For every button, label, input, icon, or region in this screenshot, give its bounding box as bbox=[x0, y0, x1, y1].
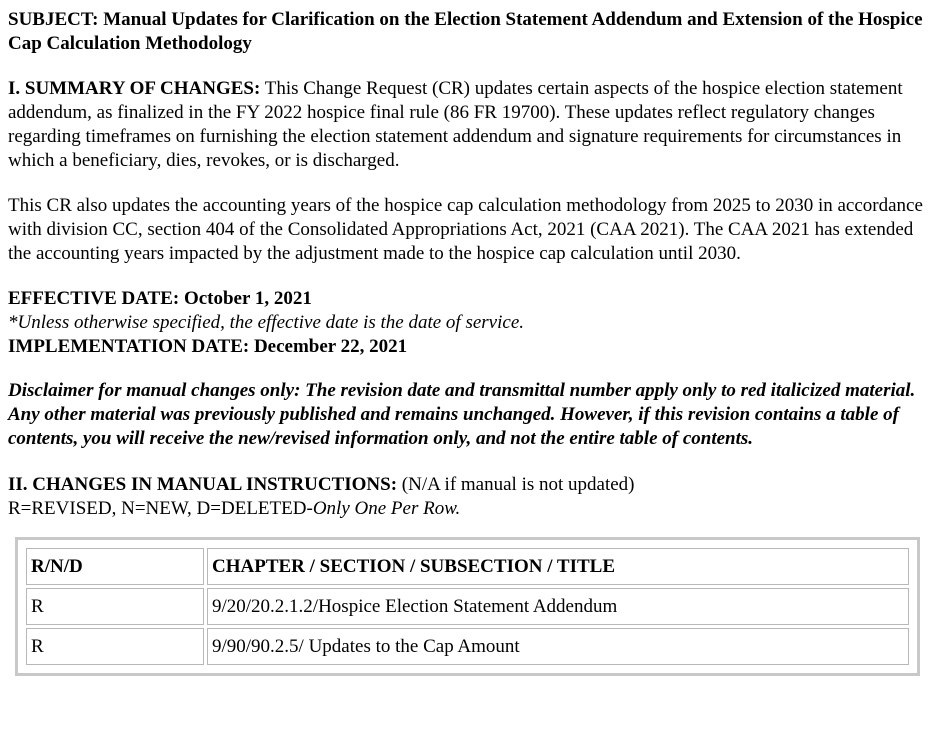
header-chapter-section: CHAPTER / SECTION / SUBSECTION / TITLE bbox=[207, 548, 909, 585]
implementation-date: IMPLEMENTATION DATE: December 22, 2021 bbox=[8, 336, 408, 357]
disclaimer: Disclaimer for manual changes only: The revision date and transmittal number apply only to red italicized material. Any other material was previously published and remains unchanged. However, if this revision contains a table of contents, you will receive the new/revised information only, and not the entire table of contents. bbox=[8, 380, 916, 449]
row-rnd: R bbox=[26, 588, 204, 625]
changes-heading-line bbox=[8, 473, 926, 497]
row-chapter-section: 9/90/90.2.5/ Updates to the Cap Amount bbox=[207, 628, 909, 665]
effective-date-note: *Unless otherwise specified, the effective date is the date of service. bbox=[8, 312, 525, 333]
changes-heading: II. CHANGES IN MANUAL INSTRUCTIONS: bbox=[8, 474, 398, 495]
effective-date: EFFECTIVE DATE: October 1, 2021 bbox=[8, 288, 312, 309]
cap-paragraph: This CR also updates the accounting years of the hospice cap calculation methodology from 2025 to 2030 in accordance with division CC, section 404 of the Consolidated Appropriations Act, 2021 (CAA 2021). The CAA 2021 has extended the accounting years impacted by the adjustment made to the hospice cap calculation until 2030. bbox=[8, 195, 923, 264]
changes-table bbox=[23, 545, 912, 668]
summary-heading: I. SUMMARY OF CHANGES: bbox=[8, 78, 261, 99]
row-rnd: R bbox=[26, 628, 204, 665]
changes-legend: R=REVISED, N=NEW, D=DELETED- bbox=[8, 498, 313, 519]
summary-paragraph bbox=[8, 77, 926, 173]
changes-note: (N/A if manual is not updated) bbox=[397, 474, 635, 495]
dates-block bbox=[8, 287, 926, 359]
row-chapter-section: 9/20/20.2.1.2/Hospice Election Statement Addendum bbox=[207, 588, 909, 625]
changes-section bbox=[8, 473, 926, 521]
table-row bbox=[26, 628, 909, 665]
changes-legend-line bbox=[8, 497, 926, 521]
table-row bbox=[26, 588, 909, 625]
header-rnd: R/N/D bbox=[26, 548, 204, 585]
summary-text: This Change Request (CR) updates certain aspects of the hospice election statement addendum, as finalized in the FY 2022 hospice final rule (86 FR 19700). These updates reflect regulatory changes regarding timeframes on furnishing the election statement addendum and signature requirements for circumstances in which a beneficiary, dies, revokes, or is discharged. bbox=[8, 78, 903, 171]
changes-table-frame bbox=[15, 537, 920, 676]
table-header-row bbox=[26, 548, 909, 585]
changes-legend-italic: Only One Per Row. bbox=[312, 498, 461, 519]
subject-heading: SUBJECT: Manual Updates for Clarification on the Election Statement Addendum and Extension of the Hospice Cap Calculation Methodology bbox=[8, 9, 923, 54]
